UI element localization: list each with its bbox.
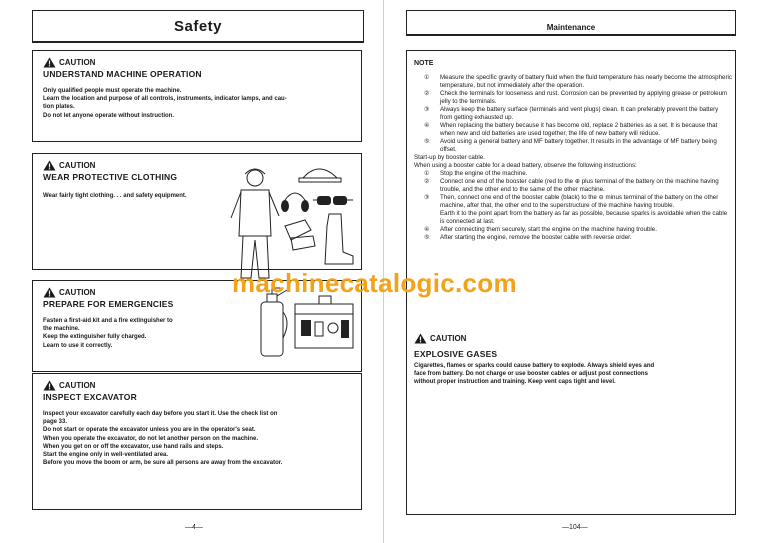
list-item xyxy=(414,178,732,194)
text-line: Do not let anyone operate without instruction. xyxy=(43,112,175,119)
section-body xyxy=(43,87,351,120)
item-number: ③ xyxy=(424,106,430,113)
list-item xyxy=(414,106,732,122)
item-number xyxy=(414,210,440,226)
caution-inspect-box xyxy=(32,373,362,510)
caution-label: CAUTION xyxy=(430,334,467,343)
item-text: Earth it to the point apart from the battery as far as possible, because sparks is avoidable when the cable is connected at last. xyxy=(440,210,728,225)
text-line: Before you move the boom or arm, be sure all persons are away from the excavator. xyxy=(43,460,283,467)
text-line: When you operate the excavator, do not let another person on the machine. xyxy=(43,435,259,442)
text-line: Learn to use it correctly. xyxy=(43,342,113,349)
text-line: Wear fairly tight clothing. . . and safety equipment. xyxy=(43,193,187,199)
list-item xyxy=(414,170,732,178)
text-line: face from battery. Do not charge or use booster cables or adjust post connections xyxy=(414,371,648,378)
item-text: Stop the engine of the machine. xyxy=(440,170,528,177)
warning-triangle-icon xyxy=(43,160,56,171)
section-heading: WEAR PROTECTIVE CLOTHING xyxy=(43,172,178,182)
text-line: tion plates. xyxy=(43,104,75,111)
caution-label: CAUTION xyxy=(59,381,96,390)
list-item xyxy=(414,74,732,90)
startup-intro: When using a booster cable for a dead battery, observe the following instructions: xyxy=(414,162,637,169)
list-item xyxy=(414,90,732,106)
item-number: ⑤ xyxy=(424,138,430,145)
startup-heading: Start-up by booster cable. xyxy=(414,154,485,161)
item-number: ④ xyxy=(424,226,430,233)
page-title: Safety xyxy=(32,10,364,43)
section-heading: PREPARE FOR EMERGENCIES xyxy=(43,299,174,309)
text-line: Cigarettes, flames or sparks could cause battery to explode. Always shield eyes and xyxy=(414,363,655,369)
warning-triangle-icon xyxy=(43,380,56,391)
item-text: After starting the engine, remove the booster cable with reverse order. xyxy=(440,234,632,241)
item-number: ② xyxy=(424,90,430,97)
warning-triangle-icon xyxy=(414,333,427,344)
section-heading: UNDERSTAND MACHINE OPERATION xyxy=(43,69,202,79)
list-item xyxy=(414,122,732,138)
text-line: Do not start or operate the excavator unless you are in the operator's seat. xyxy=(43,427,256,434)
text-line: without proper instruction and training. Keep vent caps tight and level. xyxy=(414,379,616,386)
item-text: After connecting them securely, start the engine on the machine having trouble. xyxy=(440,226,657,233)
text-line: Keep the extinguisher fully charged. xyxy=(43,334,147,341)
watermark-text: machinecatalogic.com xyxy=(232,268,517,298)
text-line: Learn the location and purpose of all controls, instruments, indicator lamps, and cau- xyxy=(43,96,287,103)
item-text: Connect one end of the booster cable (red to the ⊕ plus terminal of the battery on the machine having trouble, and the other end to the same of the other machine. xyxy=(440,178,719,193)
list-item xyxy=(414,234,732,242)
warning-triangle-icon xyxy=(43,57,56,68)
item-number: ④ xyxy=(424,122,430,129)
item-text: Then, connect one end of the booster cable (black) to the ⊖ minus terminal of the battery on the other machine, after that, the other end to the superstructure of the machine having trouble. xyxy=(440,194,719,209)
text-line: Start the engine only in well-ventilated area. xyxy=(43,452,169,459)
text-line: page 33. xyxy=(43,419,68,426)
list-item xyxy=(414,194,732,210)
list-item xyxy=(414,138,732,154)
item-text: Measure the specific gravity of battery fluid when the fluid temperature has nearly become the atmospheric temperature, but not immediately after the operation. xyxy=(440,74,732,89)
section-heading: INSPECT EXCAVATOR xyxy=(43,392,137,402)
item-text: When replacing the battery because it has become old, replace 2 batteries as a set. It is because that when new and old batteries are used together, the life of new battery will reduce. xyxy=(440,122,718,137)
caution-heading xyxy=(43,380,351,391)
text-line: Inspect your excavator carefully each day before you start it. Use the check list on xyxy=(43,411,278,417)
explosive-gases-caution xyxy=(414,333,734,387)
item-number: ① xyxy=(424,170,430,177)
warning-triangle-icon xyxy=(43,287,56,298)
page-title: Maintenance xyxy=(406,10,736,36)
text-line: Only qualified people must operate the machine. xyxy=(43,88,182,94)
caution-operation-box xyxy=(32,50,362,142)
item-number: ① xyxy=(424,74,430,81)
item-text: Avoid using a general battery and MF battery together. It results in the advantage of MF battery being offset. xyxy=(440,138,717,153)
item-text: Check the terminals for looseness and rust. Corrosion can be prevented by applying grease or petroleum jelly to the terminals. xyxy=(440,90,728,105)
page-number: —104— xyxy=(562,524,588,531)
item-number: ③ xyxy=(424,194,430,201)
caution-label: CAUTION xyxy=(59,288,96,297)
text-line: Fasten a first-aid kit and a fire extinguisher to xyxy=(43,318,173,324)
list-item xyxy=(414,226,732,234)
caution-label: CAUTION xyxy=(59,58,96,67)
caution-heading xyxy=(43,57,351,68)
page-number: —4— xyxy=(185,524,203,531)
section-body xyxy=(414,362,734,387)
item-number: ⑤ xyxy=(424,234,430,241)
section-body xyxy=(43,410,351,467)
text-line: the machine. xyxy=(43,326,80,333)
caution-heading xyxy=(414,333,734,344)
note-label: NOTE xyxy=(414,60,434,67)
caution-label: CAUTION xyxy=(59,161,96,170)
section-heading: EXPLOSIVE GASES xyxy=(414,349,498,359)
note-list xyxy=(414,74,732,242)
text-line: When you get on or off the excavator, use hand rails and steps. xyxy=(43,443,224,450)
item-number: ② xyxy=(424,178,430,185)
list-item xyxy=(414,210,732,226)
item-text: Always keep the battery surface (terminals and vent plugs) clean. It can preferably prevent the battery from getting exhausted up. xyxy=(440,106,719,121)
